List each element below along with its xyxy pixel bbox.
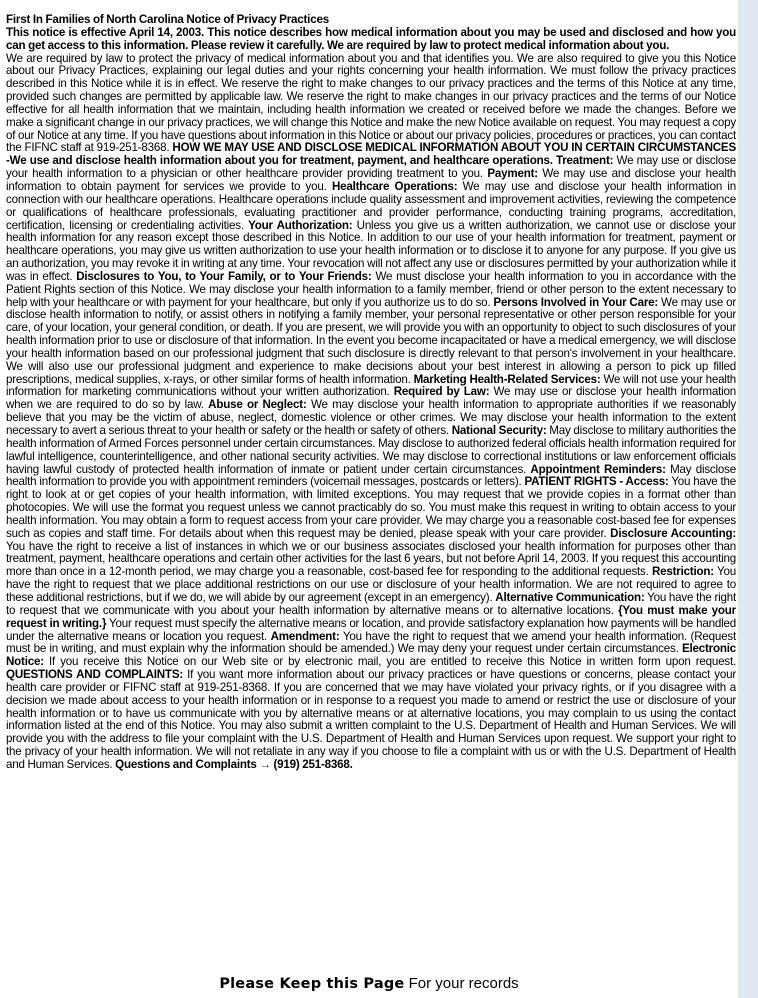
page-footer bbox=[0, 975, 738, 992]
heading-your-authorization: Your Authorization: bbox=[248, 218, 353, 232]
heading-alternative-communication: Alternative Communication: bbox=[495, 590, 645, 604]
text-treatment: We may use or disclose your health information to a physician or other healthcare provider providing treatment to you. bbox=[6, 154, 736, 181]
paragraph-legal-duties: We are required by law to protect the privacy of medical information about you and that identifies you. We are also required to give you this Notice about our Privacy Practices, explaining our legal duties and your rights concerning your health information. We must follow the privacy practices described in this Notice while it is in effect. We reserve the right to make changes to our privacy practices and the terms of this Notice at any time, provided such changes are permitted by applicable law. We reserve the right to make changes in our privacy practices and the terms of our Notice effective for all health information that we maintain, including health information we created or received before we made the changes. Before we make a significant change in our privacy practices, we will change this Notice and make the new Notice available on request. You may request a copy of our Notice at any time. If you have questions about information in this Notice or about our privacy policies, procedures or practices, you can contact the FIFNC staff at 919-251-8368. bbox=[6, 51, 736, 155]
heading-amendment: Amendment: bbox=[270, 629, 340, 643]
text-restriction: You have the right to request that we place additional restrictions on our use or disclosure of your health information. We are not required to agree to these additional restrictions, but if we do, we will abide by our agreement (except in an emergency). bbox=[6, 565, 736, 604]
privacy-notice-text bbox=[6, 14, 736, 772]
text-disclosures-family: We must disclose your health information to you in accordance with the Patient Rights section of this Notice. We may disclose your health information to a family member, friend or other person to the extent necessary to help with your healthcare or with payment for your healthcare, but only if you authorize us to do so. bbox=[6, 269, 736, 309]
keep-page-label: Please Keep this Page bbox=[219, 976, 405, 992]
contact-phone-line: Questions and Complaints → (919) 251-8368. bbox=[115, 757, 353, 771]
text-electronic-notice: If you receive this Notice on our Web site or by electronic mail, you are entitled to receive this Notice in written form upon request. bbox=[43, 655, 736, 669]
text-disclosure-accounting: You have the right to receive a list of instances in which we or our business associates disclosed your health information for purposes other than treatment, payment, healthcare operations and certain other activities for the last 6 years, but not before April 14, 2003. If you request this accounting more than once in a 12-month period, we may charge you a reasonable, cost-based fee for responding to the additional requests. bbox=[6, 539, 736, 579]
text-healthcare-operations: We may use and disclose your health information in connection with our healthcare operations. Healthcare operations include quality assessment and improvement activities, reviewing the competence or qualifications of healthcare professionals, evaluating practitioner and provider performance, conducting training programs, accreditation, certification, licensing or credentialing activities. bbox=[6, 179, 736, 232]
heading-questions-complaints: QUESTIONS AND COMPLAINTS: bbox=[6, 668, 184, 682]
heading-required-by-law: Required by Law: bbox=[393, 385, 490, 399]
text-your-authorization: Unless you give us a written authorization, we cannot use or disclose your health information for any reason except those described in this Notice. In addition to our use of your health information for treatment, payment or healthcare operations, you may give us written authorization to use your health information or to disclose it to anyone for any purpose. If you give us an authorization, you may revoke it in writing at any time. Your revocation will not affect any use or disclosures permitted by your authorization while it was in effect. bbox=[6, 218, 736, 283]
heading-restriction: Restriction: bbox=[651, 565, 714, 579]
text-persons-involved: We may use or disclose health information to notify, or assist others in notifying a family member, your personal representative or other person responsible for your care, of your location, your general condition, or death. If you are present, we will provide you with an opportunity to object to such disclosures of your health information prior to use or disclosure of that information. In the event you become incapacitated or have a medical emergency, we will disclose your health information based on our professional judgment that such disclosure is directly relevant to that person's involvement in your healthcare. We will also use our professional judgment and experience to make decisions about your best interest in allowing a person to pick up filled prescriptions, medical supplies, x-rays, or other similar forms of health information. bbox=[6, 295, 736, 386]
heading-patient-rights-access: PATIENT RIGHTS - Access: bbox=[524, 475, 669, 489]
records-label: For your records bbox=[404, 975, 519, 992]
heading-electronic-notice: Electronic Notice: bbox=[6, 642, 736, 669]
heading-payment: Payment: bbox=[487, 167, 538, 181]
text-alternative-communication: You have the right to request that we communicate with you about your health information by alternative means or to alternative locations. bbox=[6, 590, 736, 617]
heading-how-we-may-use: HOW WE MAY USE AND DISCLOSE MEDICAL INFORMATION ABOUT YOU IN CERTAIN CIRCUMSTANCES -We use and disclose health information about you for treatment, payment, and healthcare operations. Treatment: bbox=[6, 141, 737, 168]
heading-healthcare-operations: Healthcare Operations: bbox=[331, 179, 458, 193]
text-payment: We may use and disclose your health information to obtain payment for services we provide to you. bbox=[6, 167, 736, 193]
heading-national-security: National Security: bbox=[451, 424, 547, 437]
heading-persons-involved: Persons Involved in Your Care: bbox=[493, 295, 659, 309]
text-questions-complaints: If you want more information about our privacy practices or have questions or concerns, please contact your health care provider or FIFNC staff at 919-251-8368. If you are concerned that we may have violated your privacy rights, or if you disagree with a decision we made about access to your health information or in response to a request you made to amend or restrict the use or disclosure of your health information or to have us communicate with you by alternative means or at alternative locations, you may complain to us using the contact information listed at the end of this Notice. You may also submit a written complaint to the U.S. Department of Health and Human Services. We will provide you with the address to file your complaint with the U.S. Department of Health and Human Services upon request. We support your right to the privacy of your health information. We will not retaliate in any way if you choose to file a complaint with us or with the U.S. Department of Health and Human Services. bbox=[6, 668, 736, 771]
notice-title: First In Families of North Carolina Notice of Privacy Practices bbox=[6, 13, 329, 26]
text-national-security: May disclose to military authorities the health information of Armed Forces personnel under certain circumstances. May disclose to authorized federal officials health information required for lawful intelligence, counterintelligence, and other national security activities. We may disclose to correctional institutions or law enforcement officials having lawful custody of protected health information of inmate or patient under certain circumstances. bbox=[6, 424, 737, 476]
text-required-by-law: We may use or disclose your health information when we are required to do so by law. bbox=[6, 385, 736, 412]
text-request-in-writing: Your request must specify the alternative means or location, and provide satisfactory explanation how payments will be handled under the alternative means or location you request. bbox=[6, 616, 736, 643]
heading-request-in-writing: {You must make your request in writing.} bbox=[6, 603, 736, 630]
heading-disclosure-accounting: Disclosure Accounting: bbox=[610, 526, 737, 540]
notice-intro: This notice is effective April 14, 2003. This notice describes how medical information about you may be used and disclosed and how you can get access to this information. Please review it carefully. We are required by law to protect medical information about you. bbox=[6, 25, 736, 52]
text-marketing: We will not use your health information for marketing communications without your written authorization. bbox=[6, 372, 736, 399]
text-patient-rights-access: You have the right to look at or get copies of your health information, with limited exceptions. You may request that we provide copies in a format other than photocopies. We will use the format you request unless we cannot practicably do so. You must make this request in writing to obtain access to your health information. You may obtain a form to request access from your care provider. We may charge you a reasonable cost-based fee for expenses such as copies and staff time. For details about when this request may be denied, please speak with your care provider. bbox=[6, 475, 737, 540]
heading-abuse-neglect: Abuse or Neglect: bbox=[208, 398, 307, 412]
text-abuse-neglect: We may disclose your health information to appropriate authorities if we reasonably believe that you may be the victim of abuse, neglect, domestic violence or other crimes. We may disclose your health information to the extent necessary to avert a serious threat to your health or safety or the health or safety of others. bbox=[6, 398, 736, 437]
text-amendment: You have the right to request that we amend your health information. (Request must be in writing, and must explain why the information should be amended.) We may deny your request under certain circumstances. bbox=[6, 629, 736, 656]
heading-marketing: Marketing Health-Related Services: bbox=[413, 372, 601, 386]
heading-disclosures-family: Disclosures to You, to Your Family, or to Your Friends: bbox=[76, 269, 372, 283]
heading-appointment-reminders: Appointment Reminders: bbox=[530, 462, 666, 476]
text-appointment-reminders: May disclose health information to provide you with appointment reminders (voicemail messages, postcards or letters). bbox=[6, 462, 736, 489]
